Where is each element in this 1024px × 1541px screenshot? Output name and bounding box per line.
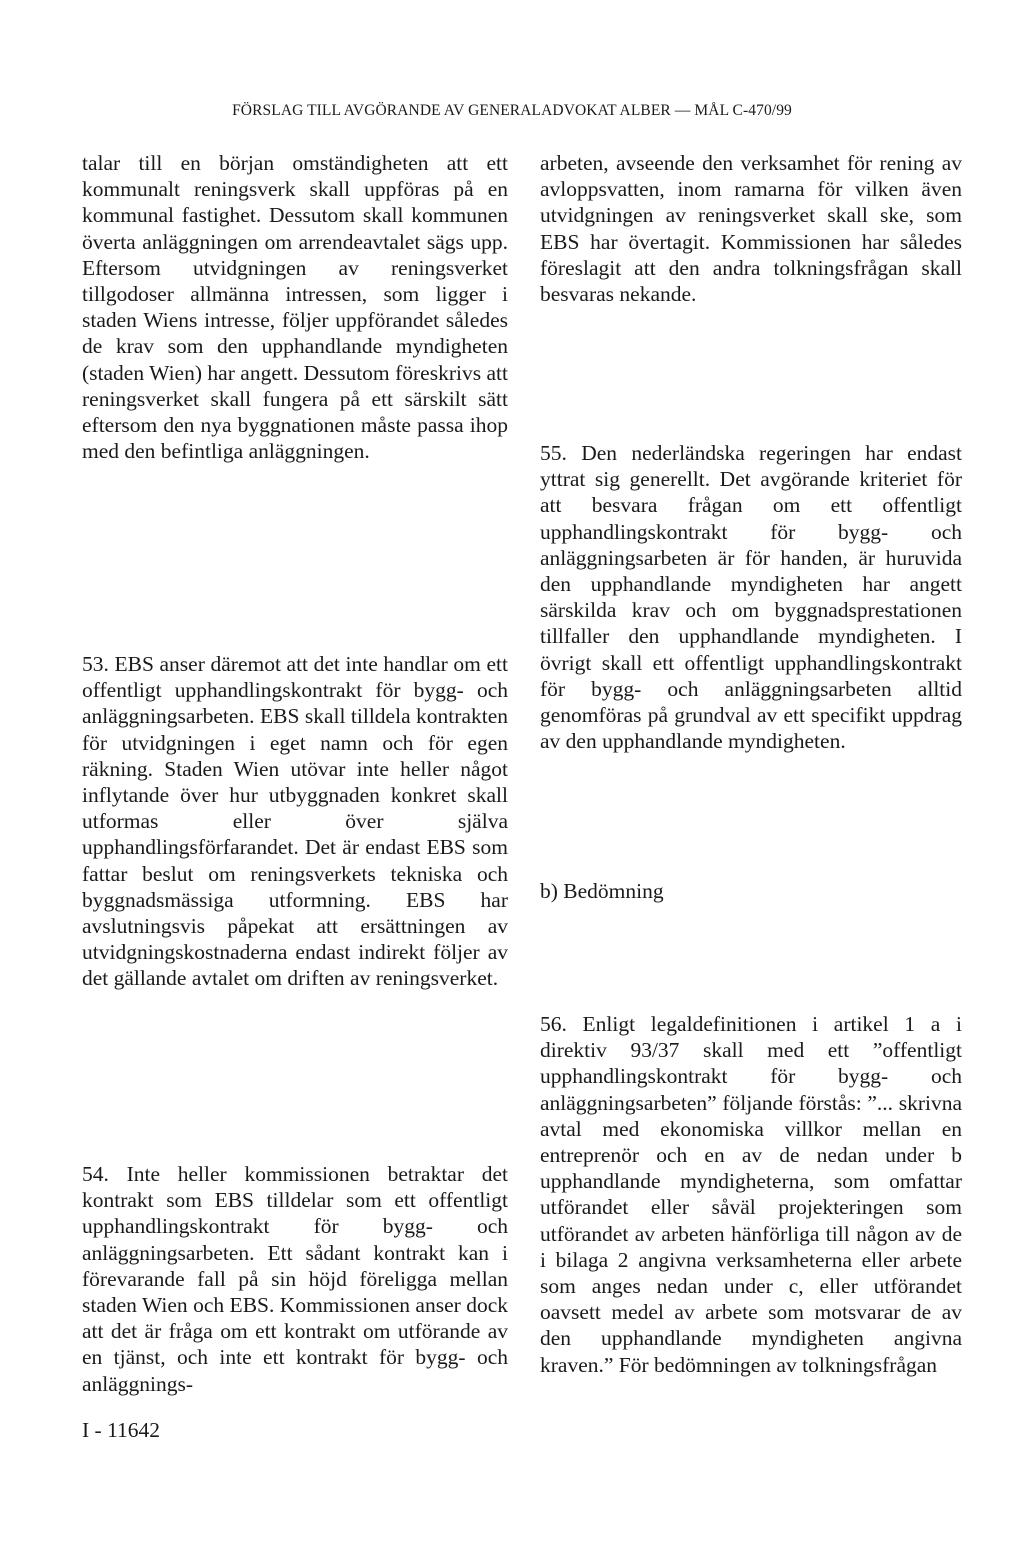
section-heading-b: b) Bedömning — [540, 879, 664, 903]
paragraph-53: 53. EBS anser däremot att det inte handlar om ett offentligt upphandlingskontrakt för bygg- och anläggningsarbeten. EBS skall tilldela kontrakten för utvidgningen i eget namn och för egen räkning. Staden Wien utövar inte heller något inflytande över hur utbyggnaden konkret skall utformas eller över själva upphandlingsförfarandet. Det är endast EBS som fattar beslut om reningsverkets tekniska och byggnadsmässiga utformning. EBS har avslutningsvis påpekat att ersättningen av utvidgningskostnaderna endast indirekt följer av det gällande avtalet om driften av reningsverket. — [82, 652, 508, 991]
page-number: I - 11642 — [82, 1418, 161, 1442]
paragraph-54: 54. Inte heller kommissionen betraktar det kontrakt som EBS tilldelar som ett offentligt upphandlingskontrakt för bygg- och anläggningsarbeten. Ett sådant kontrakt kan i förevarande fall på sin höjd föreligga mellan staden Wien och EBS. Kommissionen anser dock att det är fråga om ett kontrakt om utförande av en tjänst, och inte ett kontrakt för bygg- och anläggnings- — [82, 1162, 508, 1396]
running-header: FÖRSLAG TILL AVGÖRANDE AV GENERALADVOKAT ALBER — MÅL C-470/99 — [232, 102, 792, 119]
left-continuation-paragraph: talar till en början omständigheten att ett kommunalt reningsverk skall uppföras på en kommunal fastighet. Dessutom skall kommunen överta anläggningen om arrendeavtalet sägs upp. Eftersom utvidgningen av reningsverket tillgodoser allmänna intressen, som ligger i staden Wiens intresse, följer uppförandet således de krav som den upphandlande myndigheten (staden Wien) har angett. Dessutom föreskrivs att reningsverket skall fungera på ett särskilt sätt eftersom den nya byggnationen måste passa ihop med den befintliga anläggningen. — [82, 151, 508, 464]
paragraph-55: 55. Den nederländska regeringen har endast yttrat sig generellt. Det avgörande kriteriet för att besvara frågan om ett offentligt upphandlingskontrakt för bygg- och anläggningsarbeten är för handen, är huruvida den upphandlande myndigheten har angett särskilda krav och om byggnadsprestationen tillfaller den upphandlande myndigheten. I övrigt skall ett offentligt upphandlingskontrakt för bygg- och anläggningsarbeten alltid genomföras på grundval av ett specifikt uppdrag av den upphandlande myndigheten. — [540, 441, 962, 754]
right-continuation-paragraph: arbeten, avseende den verksamhet för rening av avloppsvatten, inom ramarna för vilken även utvidgningen av reningsverket skall ske, som EBS har övertagit. Kommissionen har således föreslagit att den andra tolkningsfrågan skall besvaras nekande. — [540, 151, 962, 307]
paragraph-56: 56. Enligt legaldefinitionen i artikel 1 a i direktiv 93/37 skall med ett ”offentligt upphandlingskontrakt för bygg- och anläggningsarbeten” följande förstås: ”... skrivna avtal med ekonomiska villkor mellan en entreprenör och en av de nedan under b upphandlande myndigheterna, som omfattar utförandet eller såväl projekteringen som utförandet av arbeten hänförliga till någon av de i bilaga 2 angivna verksamheterna eller arbete som anges nedan under c, eller utförandet oavsett medel av arbete som motsvarar de av den upphandlande myndigheten angivna kraven.” För bedömningen av tolkningsfrågan — [540, 1012, 962, 1377]
